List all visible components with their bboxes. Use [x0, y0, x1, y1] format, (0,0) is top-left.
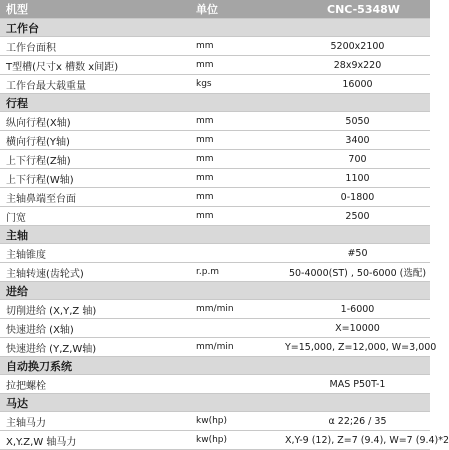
row-unit: [190, 375, 285, 394]
row-label: 上下行程(W轴): [0, 169, 190, 188]
row-label: X,Y.Z,W 轴马力: [0, 431, 190, 450]
row-value: 700: [285, 150, 430, 169]
section-header-row: [0, 394, 430, 412]
header-model: 机型: [0, 0, 190, 19]
table-row: [0, 131, 430, 150]
table-row: [0, 37, 430, 56]
row-value: α 22;26 / 35: [285, 412, 430, 431]
row-label: 主轴转速(齿轮式): [0, 263, 190, 282]
row-unit: mm: [190, 207, 285, 226]
row-label: 主轴锥度: [0, 244, 190, 263]
section-title: 主轴: [0, 226, 430, 244]
section-header-row: [0, 94, 430, 112]
section-title: 工作台: [0, 19, 430, 37]
section-header-row: [0, 226, 430, 244]
row-unit: r.p.m: [190, 263, 285, 282]
row-unit: kw(hp): [190, 412, 285, 431]
row-unit: mm: [190, 37, 285, 56]
header-machine-model: CNC-5348W: [285, 0, 430, 19]
table-row: [0, 56, 430, 75]
row-label: T型槽(尺寸x 槽数 x间距): [0, 56, 190, 75]
row-value: MAS P50T-1: [285, 375, 430, 394]
row-label: 横向行程(Y轴): [0, 131, 190, 150]
section-header-row: [0, 282, 430, 300]
row-label: 工作台面积: [0, 37, 190, 56]
section-title: 自动换刀系统: [0, 357, 430, 375]
row-value: 50-4000(ST) , 50-6000 (选配): [285, 263, 430, 282]
row-unit: mm/min: [190, 300, 285, 319]
row-label: 快速进给 (Y,Z,W轴): [0, 338, 190, 357]
row-unit: mm: [190, 112, 285, 131]
table-row: [0, 150, 430, 169]
row-unit: kw(hp): [190, 431, 285, 450]
row-value: 3400: [285, 131, 430, 150]
row-label: 工作台最大载重量: [0, 75, 190, 94]
table-row: [0, 431, 430, 450]
row-label: 上下行程(Z轴): [0, 150, 190, 169]
table-row: [0, 300, 430, 319]
row-value: 0-1800: [285, 188, 430, 207]
row-value: Y=15,000, Z=12,000, W=3,000: [285, 338, 430, 357]
row-label: 拉把螺栓: [0, 375, 190, 394]
table-row: [0, 375, 430, 394]
table-row: [0, 338, 430, 357]
row-unit: mm: [190, 56, 285, 75]
row-unit: mm: [190, 188, 285, 207]
row-value: 1-6000: [285, 300, 430, 319]
table-row: [0, 319, 430, 338]
table-row: [0, 112, 430, 131]
table-row: [0, 412, 430, 431]
row-unit: kgs: [190, 75, 285, 94]
row-unit: [190, 319, 285, 338]
row-unit: mm: [190, 131, 285, 150]
row-label: 主轴马力: [0, 412, 190, 431]
row-value: 5050: [285, 112, 430, 131]
spec-table-body: [0, 19, 449, 450]
table-row: [0, 169, 430, 188]
table-row: [0, 244, 430, 263]
row-value: 5200x2100: [285, 37, 430, 56]
section-header-row: [0, 357, 430, 375]
row-value: X=10000: [285, 319, 430, 338]
row-unit: mm/min: [190, 338, 285, 357]
row-label: 门宽: [0, 207, 190, 226]
header-unit: 单位: [190, 0, 285, 19]
table-row: [0, 207, 430, 226]
section-title: 行程: [0, 94, 430, 112]
table-row: [0, 75, 430, 94]
row-unit: mm: [190, 169, 285, 188]
row-label: 主轴鼻端至台面: [0, 188, 190, 207]
section-title: 马达: [0, 394, 430, 412]
row-label: 快速进给 (X轴): [0, 319, 190, 338]
row-value: X,Y-9 (12), Z=7 (9.4), W=7 (9.4)*2: [285, 431, 430, 450]
section-title: 进给: [0, 282, 430, 300]
table-header-row: [0, 0, 430, 19]
row-value: 2500: [285, 207, 430, 226]
row-unit: [190, 244, 285, 263]
row-value: 28x9x220: [285, 56, 430, 75]
row-value: 16000: [285, 75, 430, 94]
row-label: 纵向行程(X轴): [0, 112, 190, 131]
row-value: 1100: [285, 169, 430, 188]
table-row: [0, 188, 430, 207]
row-label: 切削进给 (X,Y,Z 轴): [0, 300, 190, 319]
table-row: [0, 263, 430, 282]
section-header-row: [0, 19, 430, 37]
row-value: #50: [285, 244, 430, 263]
row-unit: mm: [190, 150, 285, 169]
